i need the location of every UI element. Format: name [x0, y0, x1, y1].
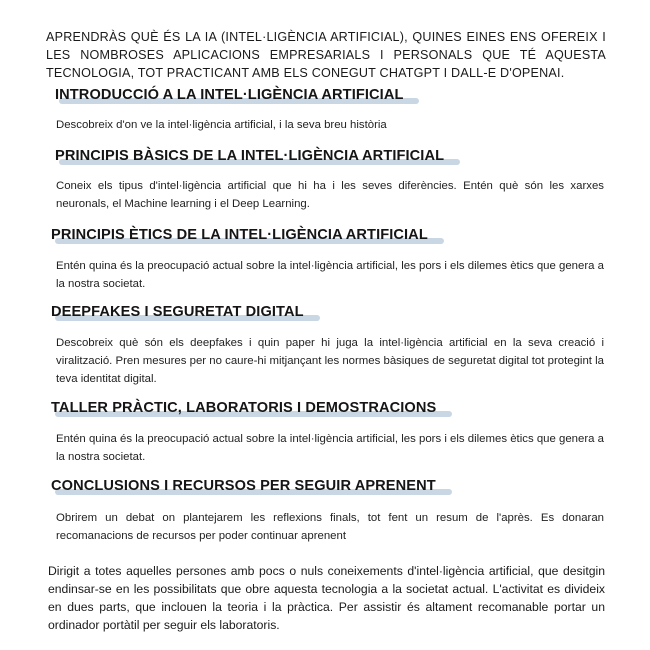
section-title: PRINCIPIS ÈTICS DE LA INTEL·LIGÈNCIA ARTIFICIAL [51, 227, 428, 243]
section-title: TALLER PRÀCTIC, LABORATORIS I DEMOSTRACIONS [51, 400, 437, 416]
closing-paragraph: Dirigit a totes aquelles persones amb pocs o nuls coneixements d'intel·ligència artificial, que desitgin endinsar-se en les possibilitats que obre aquesta tecnologia a la societat actual. L'activitat es divideix en dues parts, que inclouen la teoria i la pràctica. Per assistir és altament recomanable portar un ordinador portàtil per seguir els laboratoris. [48, 564, 605, 632]
section-description: Descobreix d'on ve la intel·ligència artificial, i la seva breu història [56, 119, 387, 131]
section-description: Descobreix què són els deepfakes i quin paper hi juga la intel·ligència artificial en la seva creació i viralització. Pren mesures per no caure-hi mitjançant les normes bàsiques de seguretat digital tot protegint la teva identitat digital. [56, 337, 604, 385]
section-description: Entén quina és la preocupació actual sobre la intel·ligència artificial, les pors i els dilemes ètics que genera a la nostra societat. [56, 433, 604, 463]
intro-paragraph: APRENDRÀS QUÈ ÉS LA IA (INTEL·LIGÈNCIA ARTIFICIAL), QUINES EINES ENS OFEREIX I LES NOMBROSES APLICACIONS EMPRESARIALS I PERSONALS QUE TÉ AQUESTA TECNOLOGIA, TOT PRACTICANT AMB ELS CONEGUT CHATGPT I DALL-E D'OPENAI. [46, 29, 606, 80]
section-title: PRINCIPIS BÀSICS DE LA INTEL·LIGÈNCIA ARTIFICIAL [55, 148, 445, 164]
section-title: DEEPFAKES I SEGURETAT DIGITAL [51, 304, 304, 320]
section-description: Coneix els tipus d'intel·ligència artificial que hi ha i les seves diferències. Entén què són les xarxes neuronals, el Machine learning i el Deep Learning. [56, 180, 604, 210]
section-title: CONCLUSIONS I RECURSOS PER SEGUIR APRENENT [51, 478, 436, 494]
section-title: INTRODUCCIÓ A LA INTEL·LIGÈNCIA ARTIFICIAL [55, 87, 404, 103]
section-description: Entén quina és la preocupació actual sobre la intel·ligència artificial, les pors i els dilemes ètics que genera a la nostra societat. [56, 260, 604, 290]
section-description: Obrirem un debat on plantejarem les reflexions finals, tot fent un resum de l'après. Es donaran recomanacions de recursos per poder continuar aprenent [56, 512, 604, 542]
